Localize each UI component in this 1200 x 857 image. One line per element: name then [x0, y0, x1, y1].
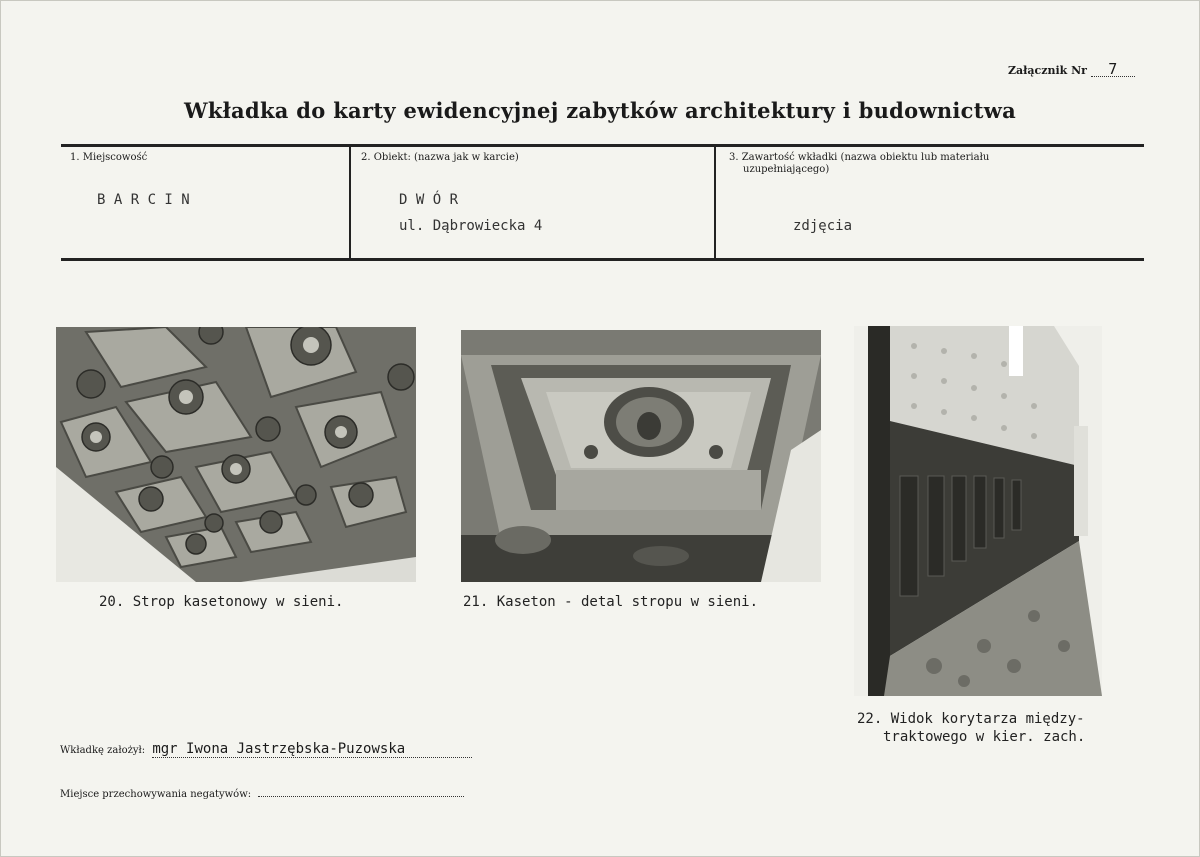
- annex-value: 7: [1091, 62, 1135, 77]
- field-object-name: D W Ó R: [399, 192, 459, 208]
- table-top-rule: [61, 144, 1144, 147]
- field-contents-label: 3. Zawartość wkładki (nazwa obiektu lub materiału uzupełniającego): [729, 152, 990, 175]
- column-divider: [349, 146, 351, 258]
- page-title: Wkładka do karty ewidencyjnej zabytków architektury i budownictwa: [183, 98, 1017, 123]
- column-divider: [714, 146, 716, 258]
- field-place-label: 1. Miejscowość: [70, 152, 148, 163]
- author-name: mgr Iwona Jastrzębska-Puzowska: [152, 741, 472, 758]
- field-contents-value: zdjęcia: [793, 218, 853, 234]
- annex-label: Załącznik Nr: [1008, 64, 1087, 77]
- field-place-value: B A R C I N: [97, 192, 190, 208]
- field-object-address: ul. Dąbrowiecka 4: [399, 218, 543, 234]
- author-label: Wkładkę założył:: [60, 745, 146, 756]
- photo-caption: 22. Widok korytarza między- traktowego w kier. zach.: [857, 711, 1086, 745]
- photo-caption: 20. Strop kasetonowy w sieni.: [99, 594, 344, 610]
- photo-corridor: [854, 326, 1102, 696]
- author-field: [60, 741, 472, 758]
- negatives-field: [60, 786, 464, 800]
- negatives-label: Miejsce przechowywania negatywów:: [60, 789, 252, 800]
- negatives-value-line: [258, 786, 464, 797]
- photo-coffered-ceiling: [56, 327, 416, 582]
- photo-caption: 21. Kaseton - detal stropu w sieni.: [463, 594, 759, 610]
- photo-coffer-detail: [461, 330, 821, 582]
- table-bottom-rule: [61, 258, 1144, 261]
- annex-number: [1008, 62, 1135, 77]
- field-object-label: 2. Obiekt: (nazwa jak w karcie): [361, 152, 519, 163]
